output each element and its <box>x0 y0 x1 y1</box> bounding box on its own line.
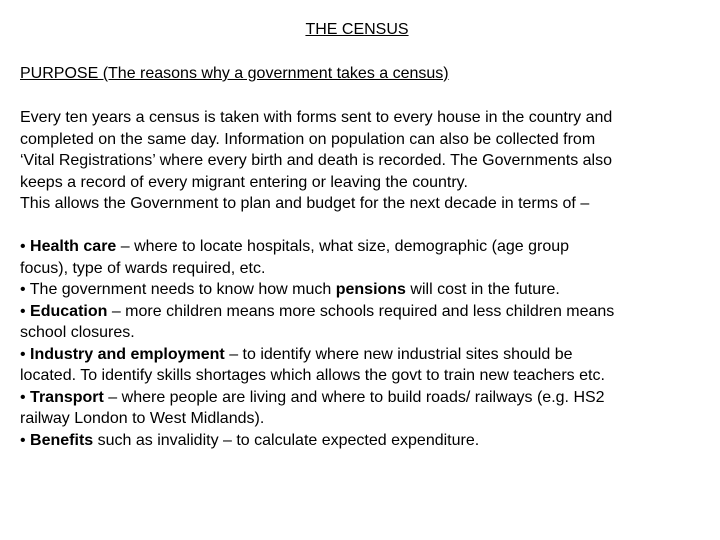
bullet-benefits <box>20 430 720 452</box>
bullet-industry <box>20 344 720 366</box>
bullet-continuation: railway London to West Midlands). <box>20 410 265 427</box>
bullet-term: Health care <box>30 238 117 255</box>
bullet-continuation: focus), type of wards required, etc. <box>20 259 266 277</box>
intro-line: keeps a record of every migrant entering or leaving the country. <box>20 173 468 191</box>
bullet-text: – where people are living and where to build roads/ railways (e.g. HS2 <box>103 388 605 406</box>
bullet-term: Education <box>30 302 108 320</box>
purpose-heading: PURPOSE (The reasons why a government takes a census) <box>20 65 449 82</box>
bullet-marker: • <box>20 238 31 255</box>
bullet-marker: • <box>20 388 31 406</box>
bullet-transport <box>20 387 720 409</box>
bullet-text: – where to locate hospitals, what size, demographic (age group <box>116 238 570 255</box>
bullet-continuation: school closures. <box>20 324 135 341</box>
intro-line: completed on the same day. Information on population can also be collected from <box>20 130 596 148</box>
bullet-text: such as invalidity – to calculate expected expenditure. <box>93 431 480 449</box>
bullet-marker: • <box>20 302 31 320</box>
bullet-pensions <box>20 279 720 301</box>
bullet-text: – more children means more schools required and less children means <box>107 302 615 320</box>
bullet-term: Industry and employment <box>30 345 225 363</box>
intro-line: Every ten years a census is taken with forms sent to every house in the country and <box>20 109 613 126</box>
bullet-education <box>20 301 720 323</box>
bullet-list <box>20 236 720 451</box>
intro-line: ‘Vital Registrations’ where every birth and death is recorded. The Governments also <box>20 152 613 169</box>
bullet-marker: • <box>20 345 31 363</box>
bullet-term: Transport <box>30 388 104 406</box>
bullet-term: Benefits <box>30 431 94 449</box>
bullet-health-care <box>20 236 720 258</box>
intro-line: This allows the Government to plan and budget for the next decade in terms of – <box>20 195 590 212</box>
bullet-text: The government needs to know how much <box>29 281 336 298</box>
bullet-text: will cost in the future. <box>405 281 560 298</box>
intro-paragraph <box>20 107 720 215</box>
bullet-marker: • <box>20 431 31 449</box>
bullet-term: pensions <box>335 281 406 298</box>
bullet-text: – to identify where new industrial sites should be <box>224 345 573 363</box>
bullet-continuation: located. To identify skills shortages which allows the govt to train new teachers etc. <box>20 367 605 384</box>
page-title: THE CENSUS <box>305 21 409 38</box>
bullet-marker: • <box>20 281 30 298</box>
